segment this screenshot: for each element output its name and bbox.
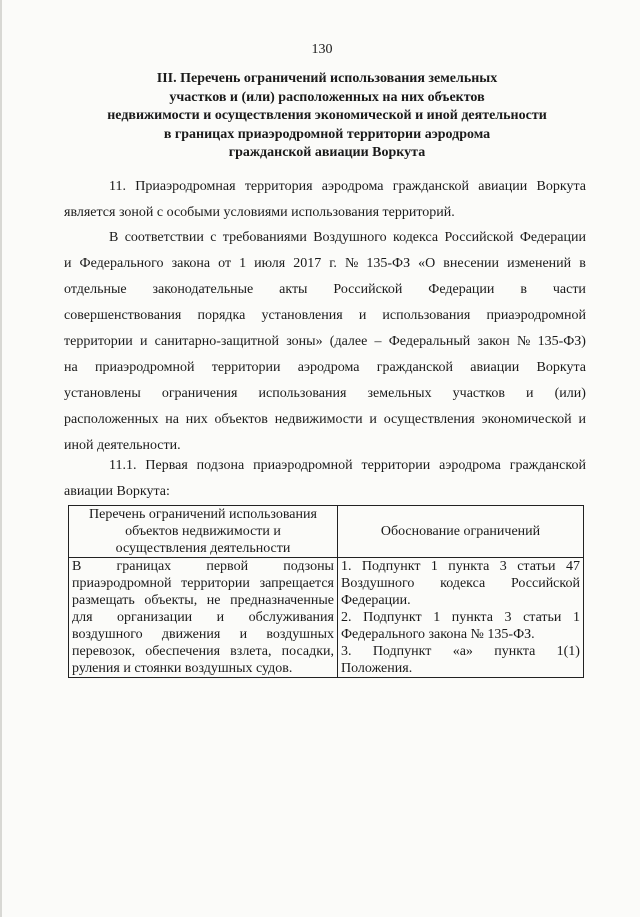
word: аэродрома bbox=[439, 458, 501, 473]
word: закона bbox=[171, 256, 211, 271]
word: законодательные bbox=[152, 282, 254, 297]
word: и bbox=[64, 256, 72, 271]
word: Федерального bbox=[79, 256, 164, 271]
word: приаэродромной bbox=[253, 458, 353, 473]
word: 2017 bbox=[293, 256, 322, 271]
word: на bbox=[165, 412, 179, 427]
word: использования bbox=[258, 386, 347, 401]
word: Воздушного bbox=[341, 576, 415, 591]
cell-line bbox=[72, 558, 334, 575]
word: с bbox=[210, 230, 217, 245]
word: расположенных bbox=[64, 412, 159, 427]
word: Приаэродромная bbox=[135, 179, 236, 194]
word: экономической bbox=[481, 412, 572, 427]
cell-line: Положения. bbox=[341, 661, 413, 676]
word: кодекса bbox=[440, 576, 486, 591]
word: Воркута bbox=[536, 179, 586, 194]
word: соответствии bbox=[124, 230, 204, 245]
word: пункта bbox=[451, 610, 493, 625]
word: воздушного bbox=[72, 627, 143, 642]
heading-line: в границах приаэродромной территории аэродрома bbox=[163, 126, 491, 142]
word: организации bbox=[117, 610, 193, 625]
word: – bbox=[374, 334, 382, 349]
word: подзона bbox=[196, 458, 245, 473]
word: 11.1. bbox=[109, 458, 137, 473]
word: 3. bbox=[341, 644, 352, 659]
word: от bbox=[218, 256, 232, 271]
heading-line: гражданской авиации Воркута bbox=[228, 145, 426, 160]
word: г. bbox=[329, 256, 337, 271]
word: 2. bbox=[341, 610, 352, 625]
text-line bbox=[64, 277, 586, 303]
word: территории bbox=[211, 360, 281, 375]
word: 47 bbox=[565, 559, 580, 574]
word: внесении bbox=[443, 256, 500, 271]
word: использования bbox=[382, 308, 471, 323]
word: Федеральный bbox=[388, 334, 471, 349]
word: воздушных bbox=[266, 627, 334, 642]
cell-line: Федерации. bbox=[341, 593, 411, 608]
word: 1 bbox=[573, 610, 580, 625]
word: Подпункт bbox=[363, 610, 422, 625]
cell-line bbox=[341, 575, 580, 592]
word: недвижимости bbox=[274, 412, 363, 427]
word: территории bbox=[181, 576, 250, 591]
word: В bbox=[109, 230, 119, 245]
word: порядка bbox=[197, 308, 246, 323]
text-line bbox=[64, 251, 586, 277]
word: участков bbox=[452, 386, 505, 401]
word: Первая bbox=[145, 458, 188, 473]
word: 1 bbox=[239, 256, 247, 271]
word: Федерации bbox=[519, 230, 586, 245]
word: запрещается bbox=[259, 576, 334, 591]
word: Российской bbox=[510, 576, 580, 591]
word: установления bbox=[261, 308, 343, 323]
word: акты bbox=[279, 282, 308, 297]
word: перевозок, bbox=[72, 644, 136, 659]
paragraph-legal-basis bbox=[64, 225, 586, 459]
word: зоны» bbox=[286, 334, 323, 349]
word: предназначенные bbox=[230, 593, 334, 608]
text-line bbox=[64, 174, 586, 200]
word: для bbox=[72, 610, 93, 625]
word: Российской bbox=[333, 282, 403, 297]
word: подзоны bbox=[283, 559, 334, 574]
word: и bbox=[239, 627, 248, 642]
word: на bbox=[64, 360, 78, 375]
text-line bbox=[64, 381, 586, 407]
word: 1 bbox=[430, 559, 438, 574]
word: отдельные bbox=[64, 282, 127, 297]
word: гражданской bbox=[392, 179, 469, 194]
header-line: объектов недвижимости и bbox=[125, 524, 281, 539]
text-line bbox=[64, 225, 586, 251]
word: посадки, bbox=[281, 644, 334, 659]
word: приаэродромной bbox=[72, 576, 172, 591]
cell-line bbox=[341, 558, 580, 575]
word: 135-ФЗ) bbox=[537, 334, 586, 349]
word: Воркута bbox=[536, 360, 586, 375]
word: размещать bbox=[72, 593, 135, 608]
word: авиации bbox=[470, 360, 520, 375]
cell-line bbox=[341, 643, 580, 660]
word: и bbox=[526, 386, 534, 401]
word: Подпункт bbox=[372, 644, 432, 659]
word: кодекса bbox=[393, 230, 439, 245]
text-line bbox=[64, 329, 586, 355]
word: ограничения bbox=[161, 386, 238, 401]
word: первой bbox=[206, 559, 249, 574]
word: 1(1) bbox=[556, 644, 580, 659]
word: пункта bbox=[494, 644, 536, 659]
word: гражданской bbox=[509, 458, 586, 473]
word: аэродрома bbox=[321, 179, 384, 194]
word: пункта bbox=[448, 559, 490, 574]
cell-line: руления и стоянки воздушных судов. bbox=[72, 661, 293, 676]
paragraph-11 bbox=[64, 174, 586, 226]
table-cell-justification bbox=[338, 558, 584, 678]
word: границах bbox=[116, 559, 172, 574]
word: территория bbox=[244, 179, 313, 194]
word: в bbox=[579, 256, 586, 271]
word: изменений bbox=[507, 256, 572, 271]
heading-line: III. Перечень ограничений использования земельных bbox=[156, 71, 498, 86]
table-row bbox=[69, 558, 584, 678]
table-header-restrictions bbox=[69, 506, 338, 558]
word: № bbox=[344, 256, 359, 271]
header-line: Перечень ограничений использования bbox=[89, 507, 317, 522]
word: требованиями bbox=[222, 230, 307, 245]
word: части bbox=[552, 282, 586, 297]
text-line bbox=[64, 303, 586, 329]
word: земельных bbox=[367, 386, 432, 401]
word: (или) bbox=[554, 386, 586, 401]
text-line bbox=[64, 453, 586, 479]
word: В bbox=[72, 559, 82, 574]
cell-line bbox=[72, 643, 334, 660]
text-line bbox=[64, 355, 586, 381]
word: объекты, bbox=[144, 593, 198, 608]
word: гражданской bbox=[376, 360, 453, 375]
word: Воздушного bbox=[313, 230, 387, 245]
word: Подпункт bbox=[361, 559, 421, 574]
word: них bbox=[185, 412, 208, 427]
header-line: осуществления деятельности bbox=[115, 541, 291, 556]
word: Федерации bbox=[428, 282, 495, 297]
cell-line bbox=[72, 626, 334, 643]
word: обслуживания bbox=[248, 610, 334, 625]
word: Российской bbox=[444, 230, 514, 245]
word: и bbox=[139, 334, 148, 349]
word: закон bbox=[477, 334, 510, 349]
cell-line bbox=[72, 592, 334, 609]
text-line: иной деятельности. bbox=[64, 438, 181, 453]
word: статьи bbox=[523, 610, 562, 625]
word: приаэродромной bbox=[486, 308, 586, 323]
text-line: является зоной с особыми условиями использования территорий. bbox=[64, 205, 455, 220]
section-heading bbox=[62, 70, 592, 163]
table-header-justification: Обоснование ограничений bbox=[338, 506, 584, 558]
word: движения bbox=[161, 627, 221, 642]
word: статьи bbox=[517, 559, 556, 574]
text-line: авиации Воркута: bbox=[64, 484, 170, 499]
table-header-row bbox=[69, 506, 584, 558]
word: обеспечения bbox=[145, 644, 221, 659]
word: аэродрома bbox=[297, 360, 360, 375]
word: приаэродромной bbox=[94, 360, 195, 375]
word: 3 bbox=[504, 610, 512, 625]
word: 135-ФЗ bbox=[366, 256, 411, 271]
word: авиации bbox=[478, 179, 528, 194]
word: 3 bbox=[499, 559, 507, 574]
word: установлены bbox=[64, 386, 141, 401]
word: и bbox=[358, 308, 367, 323]
word: № bbox=[517, 334, 531, 349]
word: «а» bbox=[452, 644, 473, 659]
word: территории bbox=[64, 334, 133, 349]
word: и bbox=[578, 412, 586, 427]
heading-line: участков и (или) расположенных на них объектов bbox=[169, 89, 485, 105]
word: (далее bbox=[329, 334, 368, 349]
word: июля bbox=[254, 256, 286, 271]
table-cell-restriction bbox=[69, 558, 338, 678]
word: территории bbox=[361, 458, 431, 473]
restrictions-table bbox=[68, 505, 584, 678]
word: санитарно-защитной bbox=[154, 334, 280, 349]
word: 1. bbox=[341, 559, 352, 574]
word: объектов bbox=[214, 412, 268, 427]
word: 1 bbox=[433, 610, 441, 625]
paragraph-11-1 bbox=[64, 453, 586, 505]
word: взлета, bbox=[230, 644, 272, 659]
word: в bbox=[520, 282, 527, 297]
word: не bbox=[206, 593, 221, 608]
cell-line bbox=[72, 609, 334, 626]
word: «О bbox=[418, 256, 436, 271]
page-number: 130 bbox=[311, 42, 333, 57]
heading-line: недвижимости и осуществления экономической и иной деятельности bbox=[107, 108, 547, 123]
cell-line: Федерального закона № 135-ФЗ. bbox=[341, 627, 535, 642]
word: совершенствования bbox=[64, 308, 182, 323]
word: и bbox=[369, 412, 377, 427]
cell-line bbox=[72, 575, 334, 592]
word: осуществления bbox=[383, 412, 475, 427]
word: 11. bbox=[109, 179, 126, 194]
text-line bbox=[64, 407, 586, 433]
word: и bbox=[216, 610, 225, 625]
cell-line bbox=[341, 609, 580, 626]
